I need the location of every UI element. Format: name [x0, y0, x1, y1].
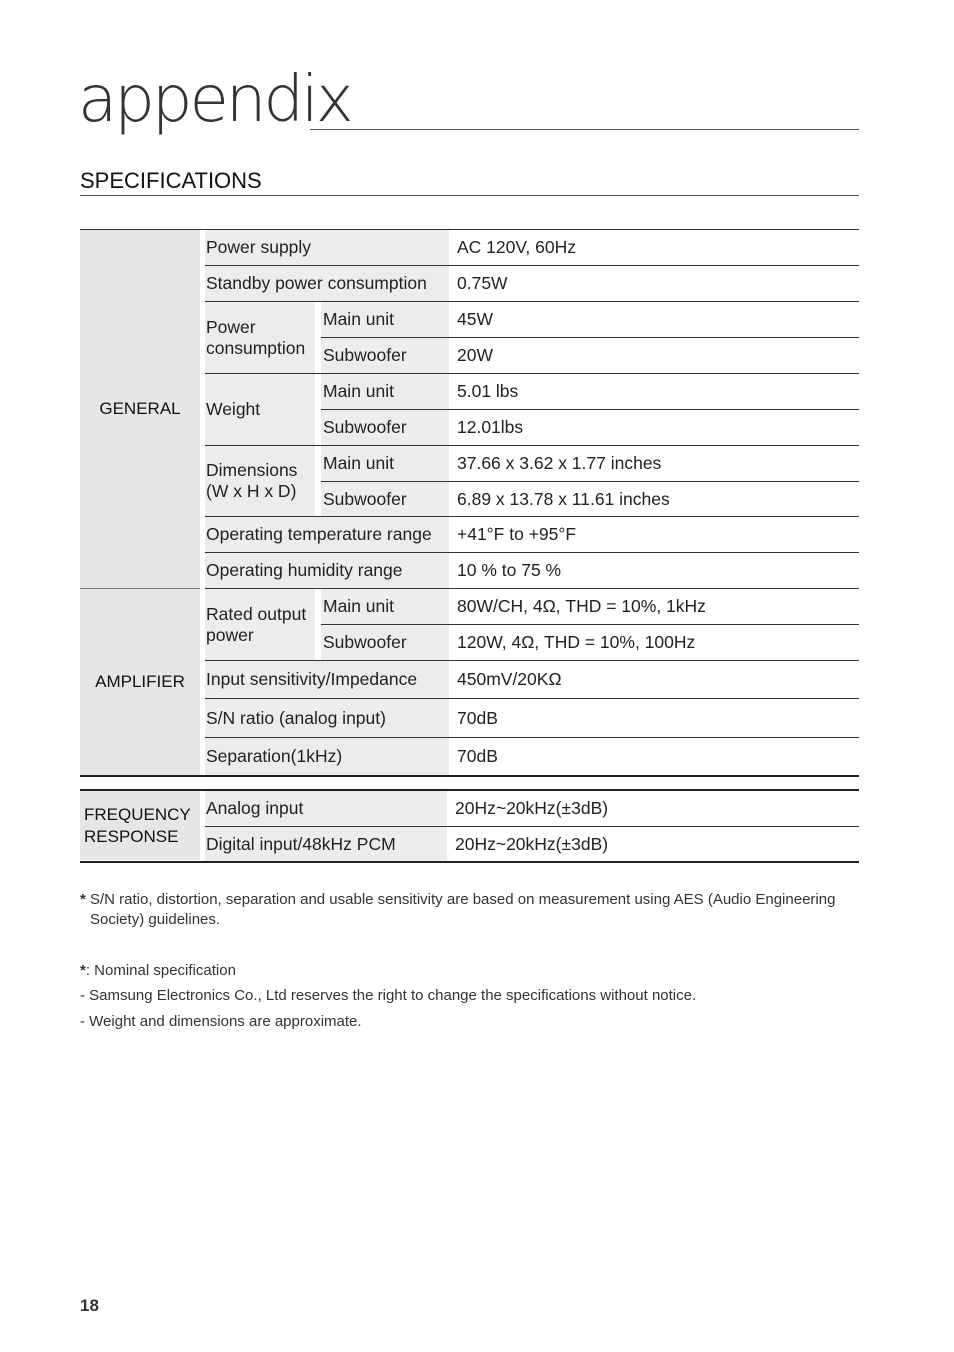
spec-label-temperature — [205, 517, 449, 552]
humidity-label: Operating humidity range — [206, 560, 403, 580]
spec-label-weight — [205, 374, 315, 445]
sn-ratio-value: 70dB — [457, 707, 498, 728]
rated-sub-value: 120W, 4Ω, THD = 10%, 100Hz — [457, 632, 696, 652]
spec-label-sn-ratio — [205, 699, 449, 737]
weight-sub-value: 12.01lbs — [457, 417, 524, 437]
sub-label-power-main — [321, 302, 449, 337]
temperature-value: +41°F to +95°F — [457, 524, 577, 544]
weight-label: Weight — [206, 399, 261, 419]
spec-value-power-supply — [456, 230, 856, 265]
spec-label-standby — [205, 266, 449, 301]
spec-label-analog-input — [205, 791, 447, 825]
digital-input-value: 20Hz~20kHz(±3dB) — [455, 833, 609, 854]
spec-value-rated-sub — [456, 625, 856, 660]
sub-label-dim-sub — [321, 482, 449, 516]
sn-ratio-label: S/N ratio (analog input) — [206, 707, 386, 728]
spec-label-input-sensitivity — [205, 661, 449, 698]
spec-value-temperature — [456, 517, 856, 552]
input-sensitivity-value: 450mV/20KΩ — [457, 669, 562, 689]
category-frequency — [80, 791, 200, 860]
spec-value-dim-main — [456, 446, 856, 481]
spec-label-power-consumption — [205, 302, 315, 373]
sub-label-weight-main — [321, 374, 449, 409]
rated-main-value: 80W/CH, 4Ω, THD = 10%, 1kHz — [457, 596, 706, 616]
spec-label-digital-input — [205, 827, 447, 861]
standby-value: 0.75W — [457, 273, 508, 293]
dim-main-label: Main unit — [323, 453, 395, 473]
category-amplifier — [80, 589, 200, 775]
category-amplifier-label: AMPLIFIER — [95, 672, 185, 691]
dimensions-label-line1: Dimensions — [206, 460, 298, 480]
spec-value-analog-input — [454, 791, 854, 825]
table-bottom-rule — [80, 775, 859, 777]
temperature-label: Operating temperature range — [206, 524, 432, 544]
page-title: appendix — [78, 63, 351, 137]
section-rule — [80, 195, 859, 196]
frequency-label-line1: FREQUENCY — [84, 804, 191, 824]
section-title: SPECIFICATIONS — [80, 168, 262, 193]
spec-value-standby — [456, 266, 856, 301]
spec-value-dim-sub — [456, 482, 856, 516]
spec-value-humidity — [456, 553, 856, 588]
dim-sub-value: 6.89 x 13.78 x 11.61 inches — [457, 488, 670, 509]
dim-sub-label: Subwoofer — [323, 488, 407, 509]
spec-label-dimensions — [205, 446, 315, 516]
separation-value: 70dB — [457, 746, 498, 766]
sub-label-rated-sub — [321, 625, 449, 660]
dim-main-value: 37.66 x 3.62 x 1.77 inches — [457, 453, 662, 473]
sub-label-dim-main — [321, 446, 449, 481]
freq-table-bottom-rule — [80, 861, 859, 863]
page-number: 18 — [80, 1296, 99, 1315]
analog-input-value: 20Hz~20kHz(±3dB) — [455, 797, 609, 818]
sub-label-power-sub — [321, 338, 449, 373]
spec-value-power-sub — [456, 338, 856, 373]
spec-value-weight-sub — [456, 410, 856, 445]
power-sub-label: Subwoofer — [323, 345, 407, 365]
title-rule — [310, 129, 859, 130]
standby-label: Standby power consumption — [206, 273, 427, 293]
frequency-label-line2: RESPONSE — [84, 826, 179, 846]
footnote-rights: - Samsung Electronics Co., Ltd reserves the right to change the specifications without notice. — [80, 987, 697, 1004]
footnote-nominal — [80, 961, 236, 981]
weight-sub-label: Subwoofer — [323, 417, 407, 437]
power-sub-value: 20W — [457, 345, 493, 365]
spec-label-power-supply — [205, 230, 449, 265]
spec-label-rated-output — [205, 589, 315, 660]
rated-main-label: Main unit — [323, 596, 395, 616]
spec-value-separation — [456, 738, 856, 775]
footnote-approximate: - Weight and dimensions are approximate. — [80, 1013, 362, 1030]
spec-value-digital-input — [454, 827, 854, 861]
rated-sub-label: Subwoofer — [323, 632, 407, 652]
weight-main-value: 5.01 lbs — [457, 381, 519, 401]
footnote-measurement — [80, 890, 855, 930]
spec-value-sn-ratio — [456, 699, 856, 737]
sub-label-weight-sub — [321, 410, 449, 445]
spec-label-separation — [205, 738, 449, 775]
power-supply-value: AC 120V, 60Hz — [457, 237, 577, 257]
power-main-value: 45W — [457, 309, 493, 329]
nominal-text: : Nominal specification — [85, 962, 236, 979]
spec-label-humidity — [205, 553, 449, 588]
footnote-star: * — [80, 891, 86, 908]
sub-label-rated-main — [321, 589, 449, 624]
humidity-value: 10 % to 75 % — [457, 560, 562, 580]
spec-value-rated-main — [456, 589, 856, 624]
analog-input-label: Analog input — [206, 797, 304, 818]
separation-label: Separation(1kHz) — [206, 746, 343, 766]
power-supply-label: Power supply — [206, 237, 312, 257]
digital-input-label: Digital input/48kHz PCM — [206, 833, 396, 854]
rated-output-label-line1: Rated output — [206, 603, 307, 624]
rated-output-label — [205, 604, 306, 646]
category-general-label: GENERAL — [99, 399, 181, 418]
frequency-category-label — [84, 804, 191, 848]
spec-value-weight-main — [456, 374, 856, 409]
power-consumption-label: Power consumption — [206, 316, 306, 358]
input-sensitivity-label: Input sensitivity/Impedance — [206, 669, 418, 689]
weight-main-label: Main unit — [323, 381, 395, 401]
dimensions-label-line2: (W x H x D) — [206, 481, 297, 501]
nominal-star: * — [80, 962, 86, 979]
footnote-measurement-text: S/N ratio, distortion, separation and usable sensitivity are based on measurement using AES (Audio Engineering Society) guidelines. — [90, 891, 836, 928]
rated-output-label-line2: power — [206, 624, 254, 645]
power-main-label: Main unit — [323, 309, 395, 329]
category-general — [80, 230, 200, 588]
spec-value-input-sensitivity — [456, 661, 856, 698]
dimensions-label — [205, 460, 297, 502]
spec-value-power-main — [456, 302, 856, 337]
